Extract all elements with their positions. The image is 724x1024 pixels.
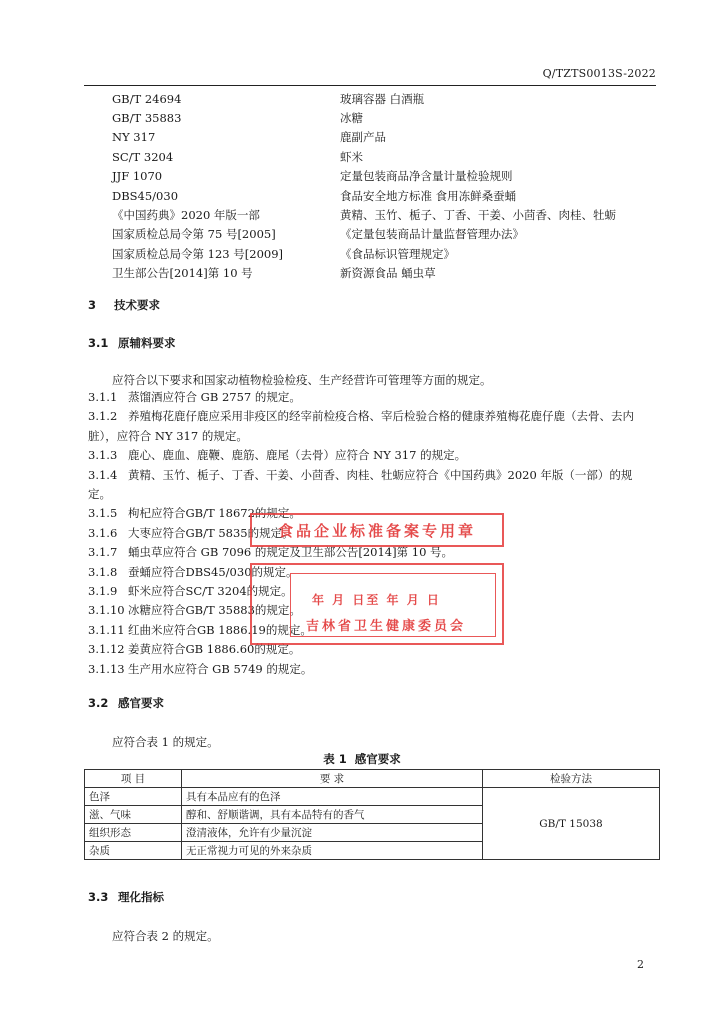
section-number: 3.2 — [88, 696, 109, 710]
item-text: 黄精、玉竹、栀子、丁香、干姜、小茴香、肉桂、牡蛎应符合《中国药典》2020 年版（一部）的规定。 — [88, 467, 633, 502]
reference-row — [112, 225, 672, 244]
item-number: 3.1.8 — [88, 564, 118, 579]
header-rule — [84, 85, 656, 86]
section-3-3-intro: 应符合表 2 的规定。 — [112, 929, 219, 943]
item-text: 鹿心、鹿血、鹿鞭、鹿筋、鹿尾（去骨）应符合 NY 317 的规定。 — [128, 448, 467, 463]
reference-title: 新资源食品 蛹虫草 — [340, 266, 436, 281]
section-title: 技术要求 — [114, 298, 160, 312]
page-number: 2 — [637, 958, 644, 971]
reference-code: GB/T 35883 — [112, 111, 182, 126]
reference-row — [112, 186, 672, 205]
reference-list — [112, 89, 672, 283]
table-row — [85, 788, 660, 806]
table-caption-title: 感官要求 — [354, 752, 401, 766]
item-text: 蚕蛹应符合DBS45/030的规定。 — [128, 564, 298, 579]
requirement-item — [88, 466, 648, 505]
item-text: 蛹虫草应符合 GB 7096 的规定及卫生部公告[2014]第 10 号。 — [128, 545, 454, 560]
reference-code: 国家质检总局令第 123 号[2009] — [112, 246, 283, 261]
section-3-heading — [88, 297, 160, 313]
section-number: 3.3 — [88, 890, 109, 904]
reference-row — [112, 167, 672, 186]
column-header-item: 项 目 — [85, 770, 182, 788]
item-number: 3.1.9 — [88, 584, 118, 599]
section-title: 原辅料要求 — [118, 336, 176, 350]
table-cell-item: 组织形态 — [85, 824, 182, 842]
item-number: 3.1.10 — [88, 603, 125, 618]
item-number: 3.1.3 — [88, 448, 118, 463]
item-number: 3.1.13 — [88, 661, 125, 676]
stamp-box — [250, 563, 504, 645]
item-text: 冰糖应符合GB/T 35883的规定。 — [128, 603, 301, 618]
section-title: 理化指标 — [118, 890, 164, 904]
item-text: 红曲米应符合GB 1886.19的规定。 — [128, 622, 312, 637]
item-text: 枸杞应符合GB/T 18672的规定。 — [128, 506, 301, 521]
reference-row — [112, 147, 672, 166]
column-header-requirement: 要 求 — [182, 770, 483, 788]
reference-code: GB/T 24694 — [112, 91, 182, 106]
table-cell-requirement: 醇和、舒顺谐调，具有本品特有的香气 — [182, 806, 483, 824]
table-cell-item: 杂质 — [85, 842, 182, 860]
item-text: 大枣应符合GB/T 5835的规定。 — [128, 525, 294, 540]
item-number: 3.1.7 — [88, 545, 118, 560]
item-text: 姜黄应符合GB 1886.60的规定。 — [128, 642, 301, 657]
filing-stamp — [250, 513, 502, 633]
requirement-item — [88, 660, 648, 679]
reference-row — [112, 244, 672, 263]
requirement-item — [88, 388, 648, 407]
requirement-item — [88, 446, 648, 465]
section-title: 感官要求 — [118, 696, 164, 710]
item-number: 3.1.2 — [88, 409, 118, 424]
reference-row — [112, 128, 672, 147]
reference-code: 卫生部公告[2014]第 10 号 — [112, 266, 253, 281]
section-3-3-heading — [88, 889, 164, 905]
item-number: 3.1.12 — [88, 642, 125, 657]
column-header-method: 检验方法 — [483, 770, 660, 788]
table-header-row — [85, 770, 660, 788]
section-number: 3.1 — [88, 336, 109, 350]
section-3-1-heading — [88, 335, 176, 351]
section-number: 3 — [88, 298, 97, 312]
item-number: 3.1.11 — [88, 622, 125, 637]
table-cell-requirement: 无正常视力可见的外来杂质 — [182, 842, 483, 860]
reference-row — [112, 264, 672, 283]
item-text: 蒸馏酒应符合 GB 2757 的规定。 — [128, 390, 301, 404]
sensory-requirements-table — [84, 769, 660, 860]
stamp-date: 年 月 日至 年 月 日 — [312, 593, 441, 607]
requirement-item — [88, 407, 648, 446]
section-3-2-heading — [88, 695, 164, 711]
table-cell-item: 滋、气味 — [85, 806, 182, 824]
reference-code: 国家质检总局令第 75 号[2005] — [112, 227, 276, 242]
table-cell-requirement: 具有本品应有的色泽 — [182, 788, 483, 806]
document-code: Q/TZTS0013S-2022 — [542, 67, 656, 80]
reference-title: 《食品标识管理规定》 — [340, 246, 455, 261]
table-cell-item: 色泽 — [85, 788, 182, 806]
reference-title: 虾米 — [340, 149, 363, 164]
table-caption-number: 表 1 — [323, 752, 347, 766]
reference-code: 《中国药典》2020 年版一部 — [112, 208, 260, 223]
section-3-2-intro: 应符合表 1 的规定。 — [112, 735, 219, 749]
reference-title: 定量包装商品净含量计量检验规则 — [340, 169, 513, 184]
reference-row — [112, 205, 672, 224]
section-3-1-intro: 应符合以下要求和国家动植物检验检疫、生产经营许可管理等方面的规定。 — [112, 373, 492, 387]
reference-row — [112, 108, 672, 127]
item-text: 养殖梅花鹿仔鹿应采用非疫区的经宰前检疫合格、宰后检验合格的健康养殖梅花鹿仔鹿（去骨、去内脏），应符合 NY 317 的规定。 — [88, 409, 634, 443]
reference-title: 鹿副产品 — [340, 130, 386, 145]
reference-title: 玻璃容器 白酒瓶 — [340, 91, 425, 106]
item-number: 3.1.4 — [88, 467, 118, 482]
reference-row — [112, 89, 672, 108]
stamp-organization: 吉林省卫生健康委员会 — [306, 619, 467, 634]
table-cell-requirement: 澄清液体，允许有少量沉淀 — [182, 824, 483, 842]
reference-title: 冰糖 — [340, 111, 363, 126]
reference-code: NY 317 — [112, 130, 156, 145]
reference-code: JJF 1070 — [112, 169, 163, 184]
table-caption — [0, 751, 724, 767]
item-number: 3.1.5 — [88, 506, 118, 521]
item-number: 3.1.6 — [88, 525, 118, 540]
reference-title: 黄精、玉竹、栀子、丁香、干姜、小茴香、肉桂、牡蛎 — [340, 208, 616, 223]
reference-title: 《定量包装商品计量监督管理办法》 — [340, 227, 524, 242]
item-text: 生产用水应符合 GB 5749 的规定。 — [128, 661, 313, 676]
stamp-banner: 食品企业标准备案专用章 — [250, 513, 504, 547]
item-number: 3.1.1 — [88, 390, 118, 404]
table-cell-method: GB/T 15038 — [483, 788, 660, 860]
item-text: 虾米应符合SC/T 3204的规定。 — [128, 584, 293, 599]
reference-title: 食品安全地方标准 食用冻鲜桑蚕蛹 — [340, 188, 517, 203]
reference-code: DBS45/030 — [112, 188, 179, 203]
reference-code: SC/T 3204 — [112, 149, 174, 164]
